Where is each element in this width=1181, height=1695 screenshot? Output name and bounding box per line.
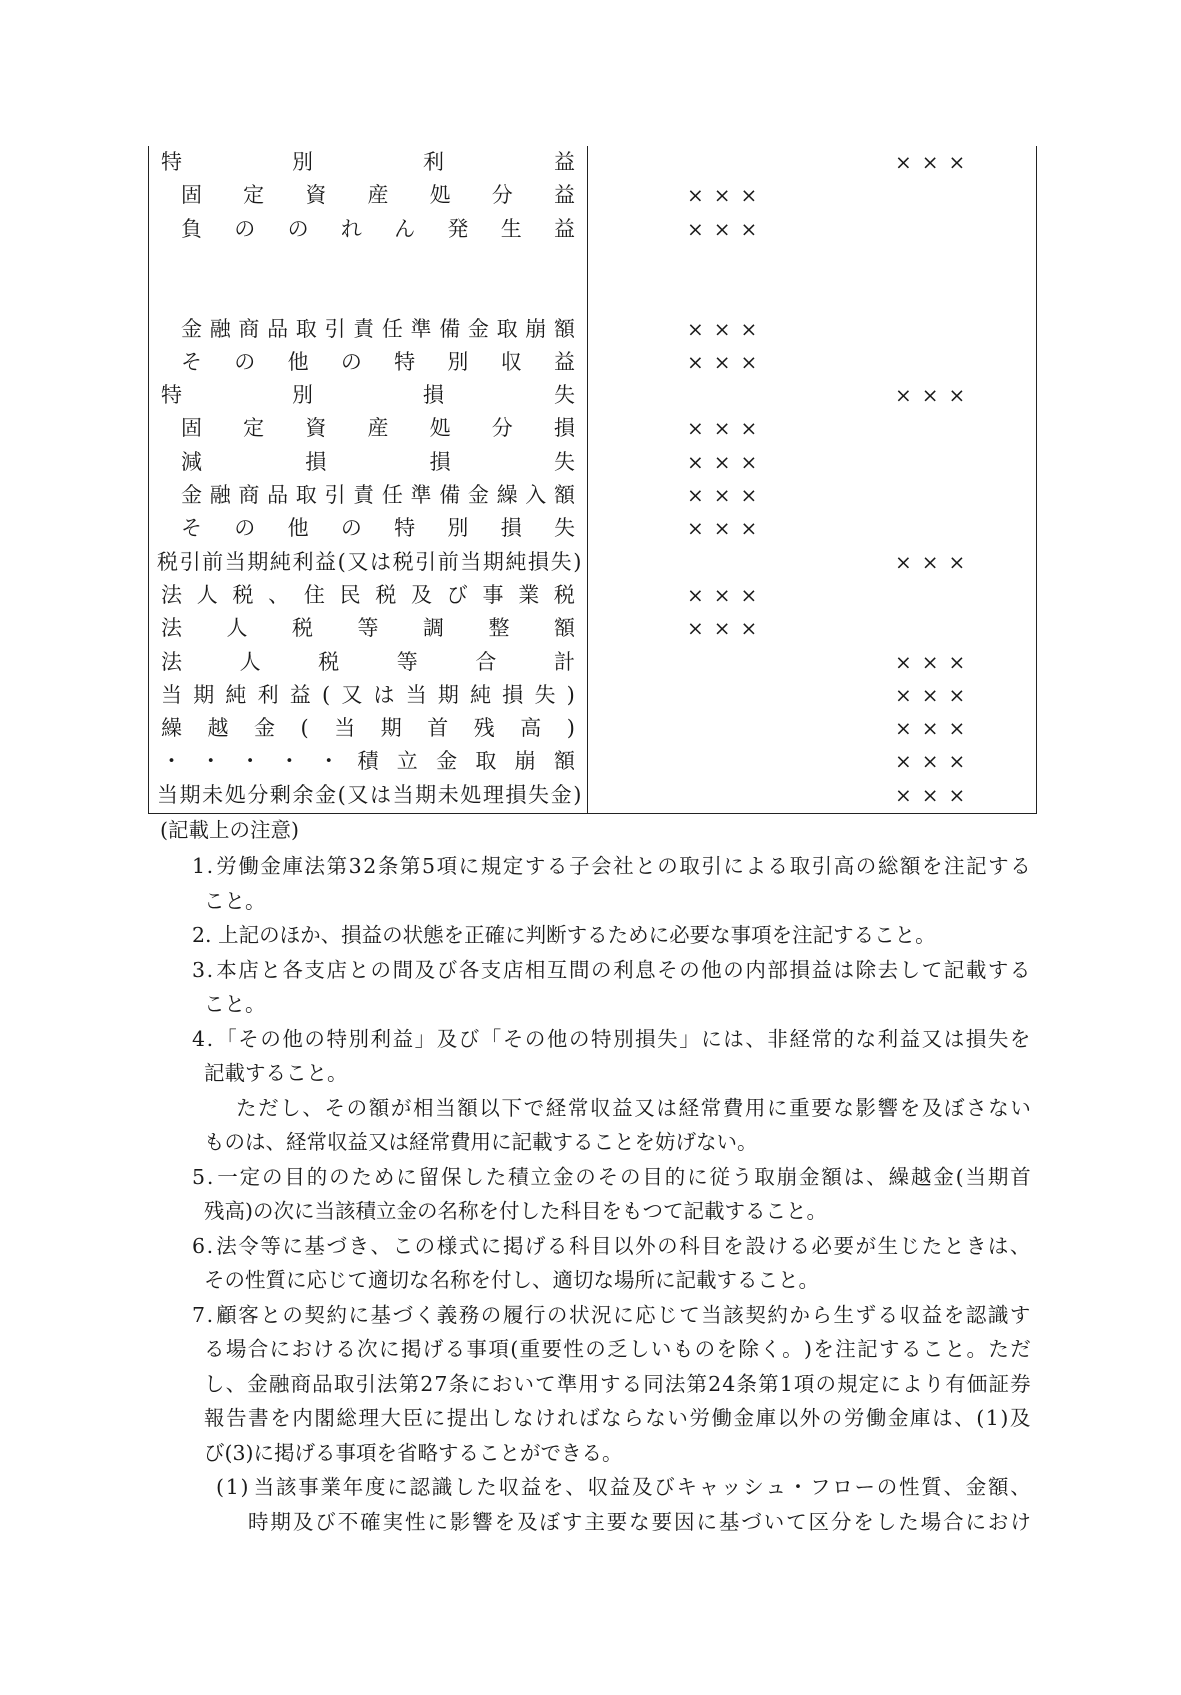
note-line: ( 1 ) 当 該 事 業 年 度 に 認 識 し た 収 益 を 、 収 益 及 び キ ャ ッ シ ュ ・ フ ロ ー の 性 質 、 金 額 、	[216, 1475, 1031, 1499]
note-line: 記載すること。	[204, 1061, 348, 1085]
row-label: 繰 越 金 ( 当 期 首 残 高 )	[161, 716, 575, 741]
amount-mark-total: ×××	[895, 150, 976, 174]
note-line: 6 . 法 令 等 に 基 づ き 、 こ の 様 式 に 掲 げ る 科 目 以 外 の 科 目 を 設 け る 必 要 が 生 じ た と き は 、	[192, 1233, 1031, 1258]
note-line: 残高)の次に当該積立金の名称を付した科目をもつて記載すること。	[204, 1199, 827, 1223]
amount-mark-total: ×××	[895, 749, 976, 774]
row-label: 金 融 商 品 取 引 責 任 準 備 金 繰 入 額	[181, 483, 575, 507]
note-line: 4 . 「 そ の 他 の 特 別 利 益 」 及 び 「 そ の 他 の 特 別 損 失 」 に は 、 非 経 常 的 な 利 益 又 は 損 失 を	[192, 1026, 1031, 1051]
note-line: 3 . 本 店 と 各 支 店 と の 間 及 び 各 支 店 相 互 間 の 利 息 そ の 他 の 内 部 損 益 は 除 去 し て 記 載 す る	[192, 957, 1031, 982]
row-label: 金 融 商 品 取 引 責 任 準 備 金 取 崩 額	[181, 316, 575, 341]
row-label: 法 人 税 等 合 計	[161, 649, 575, 674]
amount-mark-detail: ×××	[687, 316, 768, 341]
amount-mark-detail: ×××	[687, 216, 768, 241]
row-label: 税 引 前 当 期 純 利 益 ( 又 は 税 引 前 当 期 純 損 失 )	[157, 549, 581, 574]
row-label: そ の 他 の 特 別 損 失	[181, 516, 575, 541]
row-label: 当 期 純 利 益 ( 又 は 当 期 純 損 失 )	[161, 682, 575, 707]
note-line: 5 . 一 定 の 目 的 の た め に 留 保 し た 積 立 金 の そ の 目 的 に 従 う 取 崩 金 額 は 、 繰 越 金 ( 当 期 首	[192, 1164, 1031, 1189]
row-label: 法 人 税 、 住 民 税 及 び 事 業 税	[161, 582, 575, 607]
row-label: 固 定 資 産 処 分 損	[181, 416, 575, 441]
row-label: 減 損 損 失	[181, 449, 575, 474]
amount-mark-total: ×××	[895, 716, 976, 741]
row-label: 負 の の れ ん 発 生 益	[181, 216, 575, 241]
row-label: 固 定 資 産 処 分 益	[181, 183, 575, 208]
note-line: 報 告 書 を 内 閣 総 理 大 臣 に 提 出 し な け れ ば な ら な い 労 働 金 庫 以 外 の 労 働 金 庫 は 、 ( 1 ) 及	[204, 1406, 1031, 1430]
note-line: こと。	[204, 992, 266, 1016]
amount-mark-total: ×××	[895, 549, 976, 574]
amount-mark-detail: ×××	[687, 449, 768, 474]
note-line: 時 期 及 び 不 確 実 性 に 影 響 を 及 ぼ す 主 要 な 要 因 に 基 づ い て 区 分 を し た 場 合 に お け	[248, 1509, 1031, 1534]
note-line: る 場 合 に お け る 次 に 掲 げ る 事 項 ( 重 要 性 の 乏 し い も の を 除 く 。 ) を 注 記 す る こ と 。 た だ	[204, 1337, 1031, 1361]
amount-mark-detail: ×××	[687, 483, 768, 507]
note-line: び(3)に掲げる事項を省略することができる。	[204, 1440, 623, 1465]
row-label: 当 期 未 処 分 剰 余 金 ( 又 は 当 期 未 処 理 損 失 金 )	[157, 782, 581, 807]
amount-mark-detail: ×××	[687, 416, 768, 441]
note-line: こと。	[204, 888, 266, 913]
amount-mark-detail: ×××	[687, 616, 768, 641]
note-line: 1 . 労 働 金 庫 法 第 3 2 条 第 5 項 に 規 定 す る 子 会 社 と の 取 引 に よ る 取 引 高 の 総 額 を 注 記 す る	[192, 854, 1031, 878]
note-line: し 、 金 融 商 品 取 引 法 第 2 7 条 に お い て 準 用 す る 同 法 第 2 4 条 第 1 項 の 規 定 に よ り 有 価 証 券	[204, 1371, 1031, 1396]
amount-mark-detail: ×××	[687, 516, 768, 541]
amount-mark-detail: ×××	[687, 349, 768, 374]
row-label: 特 別 利 益	[161, 150, 575, 174]
note-line: 7 . 顧 客 と の 契 約 に 基 づ く 義 務 の 履 行 の 状 況 に 応 じ て 当 該 契 約 か ら 生 ず る 収 益 を 認 識 す	[192, 1302, 1031, 1327]
amount-mark-total: ×××	[895, 383, 976, 408]
amount-mark-total: ×××	[895, 682, 976, 707]
notes-heading: (記載上の注意)	[160, 818, 299, 842]
note-line: 2. 上記のほか、損益の状態を正確に判断するために必要な事項を注記すること。	[192, 923, 936, 947]
amount-mark-detail: ×××	[687, 582, 768, 607]
amount-mark-total: ×××	[895, 649, 976, 674]
amount-mark-detail: ×××	[687, 183, 768, 208]
amount-mark-total: ×××	[895, 782, 976, 807]
row-label: そ の 他 の 特 別 収 益	[181, 349, 575, 374]
note-line: その性質に応じて適切な名称を付し、適切な場所に記載すること。	[204, 1268, 819, 1292]
row-label: ・ ・ ・ ・ ・ 積 立 金 取 崩 額	[161, 749, 575, 774]
row-label: 法 人 税 等 調 整 額	[161, 616, 575, 641]
note-line: ものは、経常収益又は経常費用に記載することを妨げない。	[204, 1130, 758, 1154]
row-label: 特 別 損 失	[161, 383, 575, 408]
note-line: た だ し 、 そ の 額 が 相 当 額 以 下 で 経 常 収 益 又 は 経 常 費 用 に 重 要 な 影 響 を 及 ぼ さ な い	[236, 1095, 1031, 1120]
